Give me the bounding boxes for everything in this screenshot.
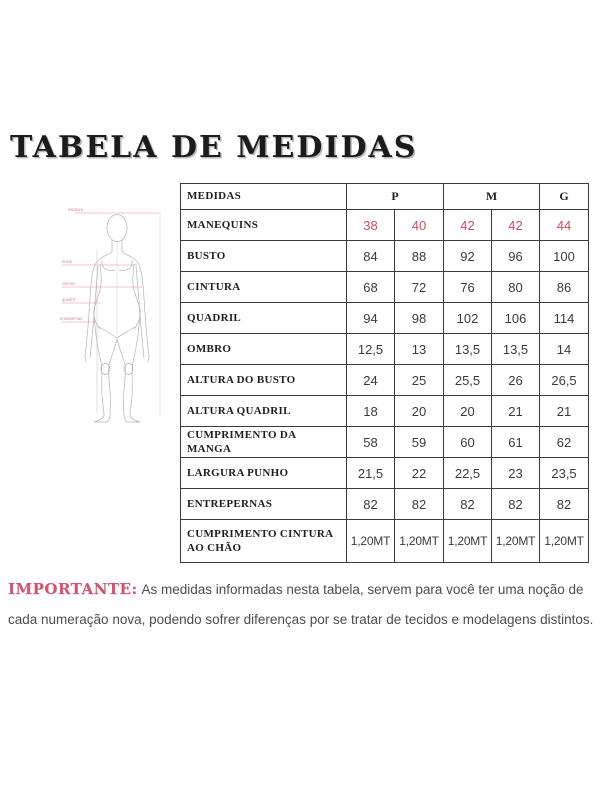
row-label: QUADRIL: [181, 303, 347, 334]
table-header-row: [181, 184, 589, 210]
cell-value: 14: [540, 334, 589, 365]
cell-value: 23,5: [540, 458, 589, 489]
cell-value: 20: [395, 396, 444, 427]
row-label: ALTURA QUADRIL: [181, 396, 347, 427]
row-label: MANEQUINS: [181, 210, 347, 241]
figure-label-estatura: estatura: [68, 207, 84, 212]
cell-value: 26,5: [540, 365, 589, 396]
cell-value: 62: [540, 427, 589, 458]
cell-value: 82: [540, 489, 589, 520]
cell-value: 13: [395, 334, 444, 365]
cell-value: 98: [395, 303, 444, 334]
figure-label-quadril: quadril: [62, 297, 75, 302]
cell-value: 13,5: [492, 334, 540, 365]
cell-value: 1,20MT: [444, 520, 492, 563]
important-note-text: As medidas informadas nesta tabela, servem para você ter uma noção de cada numeração nova, podendo sofrer diferenças por se tratar de tecidos e modelagens distintos.: [8, 582, 594, 627]
table-row: [181, 396, 589, 427]
cell-value: 80: [492, 272, 540, 303]
row-label: ENTREPERNAS: [181, 489, 347, 520]
cell-value: 24: [347, 365, 395, 396]
important-note-lead: IMPORTANTE:: [8, 580, 138, 598]
table-row: [181, 241, 589, 272]
cell-value: 72: [395, 272, 444, 303]
cell-value: 40: [395, 210, 444, 241]
cell-value: 18: [347, 396, 395, 427]
cell-value: 13,5: [444, 334, 492, 365]
row-label: CUMPRIMENTO CINTURA AO CHÃO: [181, 520, 347, 563]
cell-value: 68: [347, 272, 395, 303]
table-row: [181, 520, 589, 563]
row-label: LARGURA PUNHO: [181, 458, 347, 489]
table-row: [181, 272, 589, 303]
cell-value: 22: [395, 458, 444, 489]
cell-value: 1,20MT: [492, 520, 540, 563]
cell-value: 114: [540, 303, 589, 334]
cell-value: 60: [444, 427, 492, 458]
cell-value: 1,20MT: [540, 520, 589, 563]
figure-label-entrepernas: entrepernas: [60, 316, 83, 321]
cell-value: 76: [444, 272, 492, 303]
cell-value: 42: [444, 210, 492, 241]
figure-label-cintura: cintura: [62, 281, 75, 286]
cell-value: 96: [492, 241, 540, 272]
table-row: [181, 458, 589, 489]
cell-value: 86: [540, 272, 589, 303]
cell-value: 1,20MT: [347, 520, 395, 563]
measurements-table-wrap: [180, 183, 589, 563]
row-label: CINTURA: [181, 272, 347, 303]
cell-value: 21: [540, 396, 589, 427]
header-medidas: MEDIDAS: [181, 184, 347, 210]
cell-value: 38: [347, 210, 395, 241]
row-label: BUSTO: [181, 241, 347, 272]
cell-value: 61: [492, 427, 540, 458]
cell-value: 82: [395, 489, 444, 520]
cell-value: 26: [492, 365, 540, 396]
cell-value: 82: [347, 489, 395, 520]
measurements-table: [180, 183, 589, 563]
row-label: CUMPRIMENTO DA MANGA: [181, 427, 347, 458]
cell-value: 106: [492, 303, 540, 334]
cell-value: 92: [444, 241, 492, 272]
mannequin-figure: [58, 198, 178, 463]
cell-value: 58: [347, 427, 395, 458]
cell-value: 102: [444, 303, 492, 334]
table-row: [181, 303, 589, 334]
cell-value: 25: [395, 365, 444, 396]
cell-value: 22,5: [444, 458, 492, 489]
cell-value: 12,5: [347, 334, 395, 365]
header-size-p: P: [347, 184, 444, 210]
cell-value: 21: [492, 396, 540, 427]
cell-value: 23: [492, 458, 540, 489]
cell-value: 1,20MT: [395, 520, 444, 563]
table-row: [181, 210, 589, 241]
cell-value: 100: [540, 241, 589, 272]
table-row: [181, 489, 589, 520]
cell-value: 82: [444, 489, 492, 520]
table-body: [181, 210, 589, 563]
figure-label-busto: busto: [62, 259, 73, 264]
cell-value: 82: [492, 489, 540, 520]
mannequin-outline: [85, 215, 149, 423]
header-size-m: M: [444, 184, 540, 210]
cell-value: 94: [347, 303, 395, 334]
cell-value: 42: [492, 210, 540, 241]
page-title: TABELA DE MEDIDAS: [10, 130, 418, 165]
header-size-g: G: [540, 184, 589, 210]
table-row: [181, 365, 589, 396]
cell-value: 59: [395, 427, 444, 458]
mannequin-illustration: [58, 198, 178, 463]
cell-value: 21,5: [347, 458, 395, 489]
table-row: [181, 427, 589, 458]
cell-value: 84: [347, 241, 395, 272]
cell-value: 25,5: [444, 365, 492, 396]
cell-value: 20: [444, 396, 492, 427]
row-label: ALTURA DO BUSTO: [181, 365, 347, 396]
cell-value: 88: [395, 241, 444, 272]
important-note: [8, 574, 596, 635]
table-row: [181, 334, 589, 365]
cell-value: 44: [540, 210, 589, 241]
row-label: OMBRO: [181, 334, 347, 365]
